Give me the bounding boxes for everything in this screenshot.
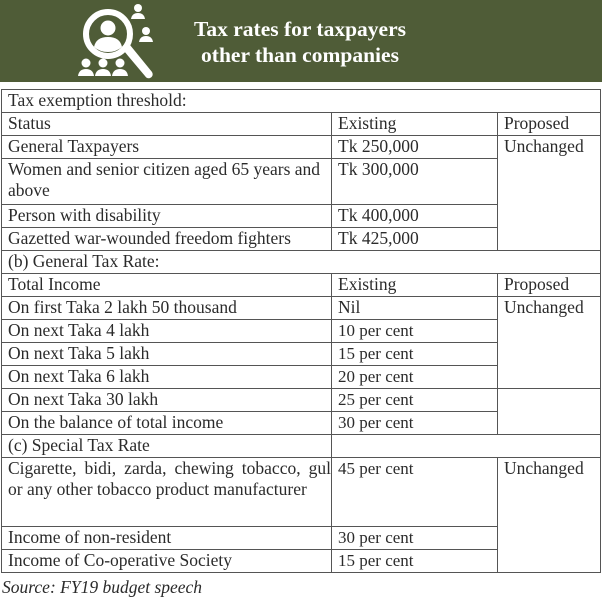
table-row: [2, 136, 601, 159]
section-c-title: (c) Special Tax Rate: [2, 435, 332, 458]
existing-cell: 45 per cent: [332, 458, 498, 527]
column-header-total-income: Total Income: [2, 274, 332, 297]
tax-rates-table: [1, 89, 601, 573]
status-cell: General Taxpayers: [2, 136, 332, 159]
section-b-title: (b) General Tax Rate:: [2, 251, 601, 274]
status-cell: Women and senior citizen aged 65 years and above: [2, 159, 332, 205]
status-cell: Gazetted war-wounded freedom fighters: [2, 228, 332, 251]
existing-cell: Tk 250,000: [332, 136, 498, 159]
proposed-cell: Unchanged: [498, 458, 601, 573]
column-header-existing: Existing: [332, 113, 498, 136]
table-row: [2, 389, 601, 412]
page-title: [160, 16, 440, 68]
section-a-header-row: [2, 113, 601, 136]
existing-cell: 30 per cent: [332, 412, 498, 435]
status-cell: Person with disability: [2, 205, 332, 228]
existing-cell: Tk 300,000: [332, 159, 498, 205]
section-c-title-row: [2, 435, 601, 458]
income-cell: On next Taka 30 lakh: [2, 389, 332, 412]
existing-cell: Tk 400,000: [332, 205, 498, 228]
existing-cell: 10 per cent: [332, 320, 498, 343]
income-cell: On next Taka 5 lakh: [2, 343, 332, 366]
column-header-existing: Existing: [332, 274, 498, 297]
existing-cell: Nil: [332, 297, 498, 320]
existing-cell: 15 per cent: [332, 550, 498, 573]
magnifier-people-icon: [76, 2, 162, 80]
income-cell: On next Taka 6 lakh: [2, 366, 332, 389]
category-cell: Income of Co-operative Society: [2, 550, 332, 573]
existing-cell: 25 per cent: [332, 389, 498, 412]
proposed-cell: Unchanged: [498, 136, 601, 251]
column-header-status: Status: [2, 113, 332, 136]
proposed-cell: Unchanged: [498, 297, 601, 389]
title-line-1: Tax rates for taxpayers: [194, 17, 406, 41]
column-header-proposed: Proposed: [498, 113, 601, 136]
category-cell: Cigarette, bidi, zarda, chewing tobacco, gul or any other tobacco product manufacturer: [2, 458, 332, 527]
section-a-title-row: [2, 90, 601, 113]
section-b-header-row: [2, 274, 601, 297]
income-cell: On next Taka 4 lakh: [2, 320, 332, 343]
existing-cell: 30 per cent: [332, 527, 498, 550]
title-line-2: other than companies: [201, 43, 399, 67]
table-row: [2, 297, 601, 320]
category-cell: Income of non-resident: [2, 527, 332, 550]
column-header-proposed: Proposed: [498, 274, 601, 297]
existing-cell: 15 per cent: [332, 343, 498, 366]
income-cell: On the balance of total income: [2, 412, 332, 435]
header-banner: [0, 0, 602, 82]
income-cell: On first Taka 2 lakh 50 thousand: [2, 297, 332, 320]
section-b-title-row: [2, 251, 601, 274]
existing-cell: 20 per cent: [332, 366, 498, 389]
section-a-title: Tax exemption threshold:: [2, 90, 601, 113]
proposed-empty-cell: [498, 389, 601, 435]
source-note: Source: FY19 budget speech: [2, 577, 203, 597]
table-row: [2, 458, 601, 527]
section-c-empty-cell: [332, 435, 601, 458]
existing-cell: Tk 425,000: [332, 228, 498, 251]
